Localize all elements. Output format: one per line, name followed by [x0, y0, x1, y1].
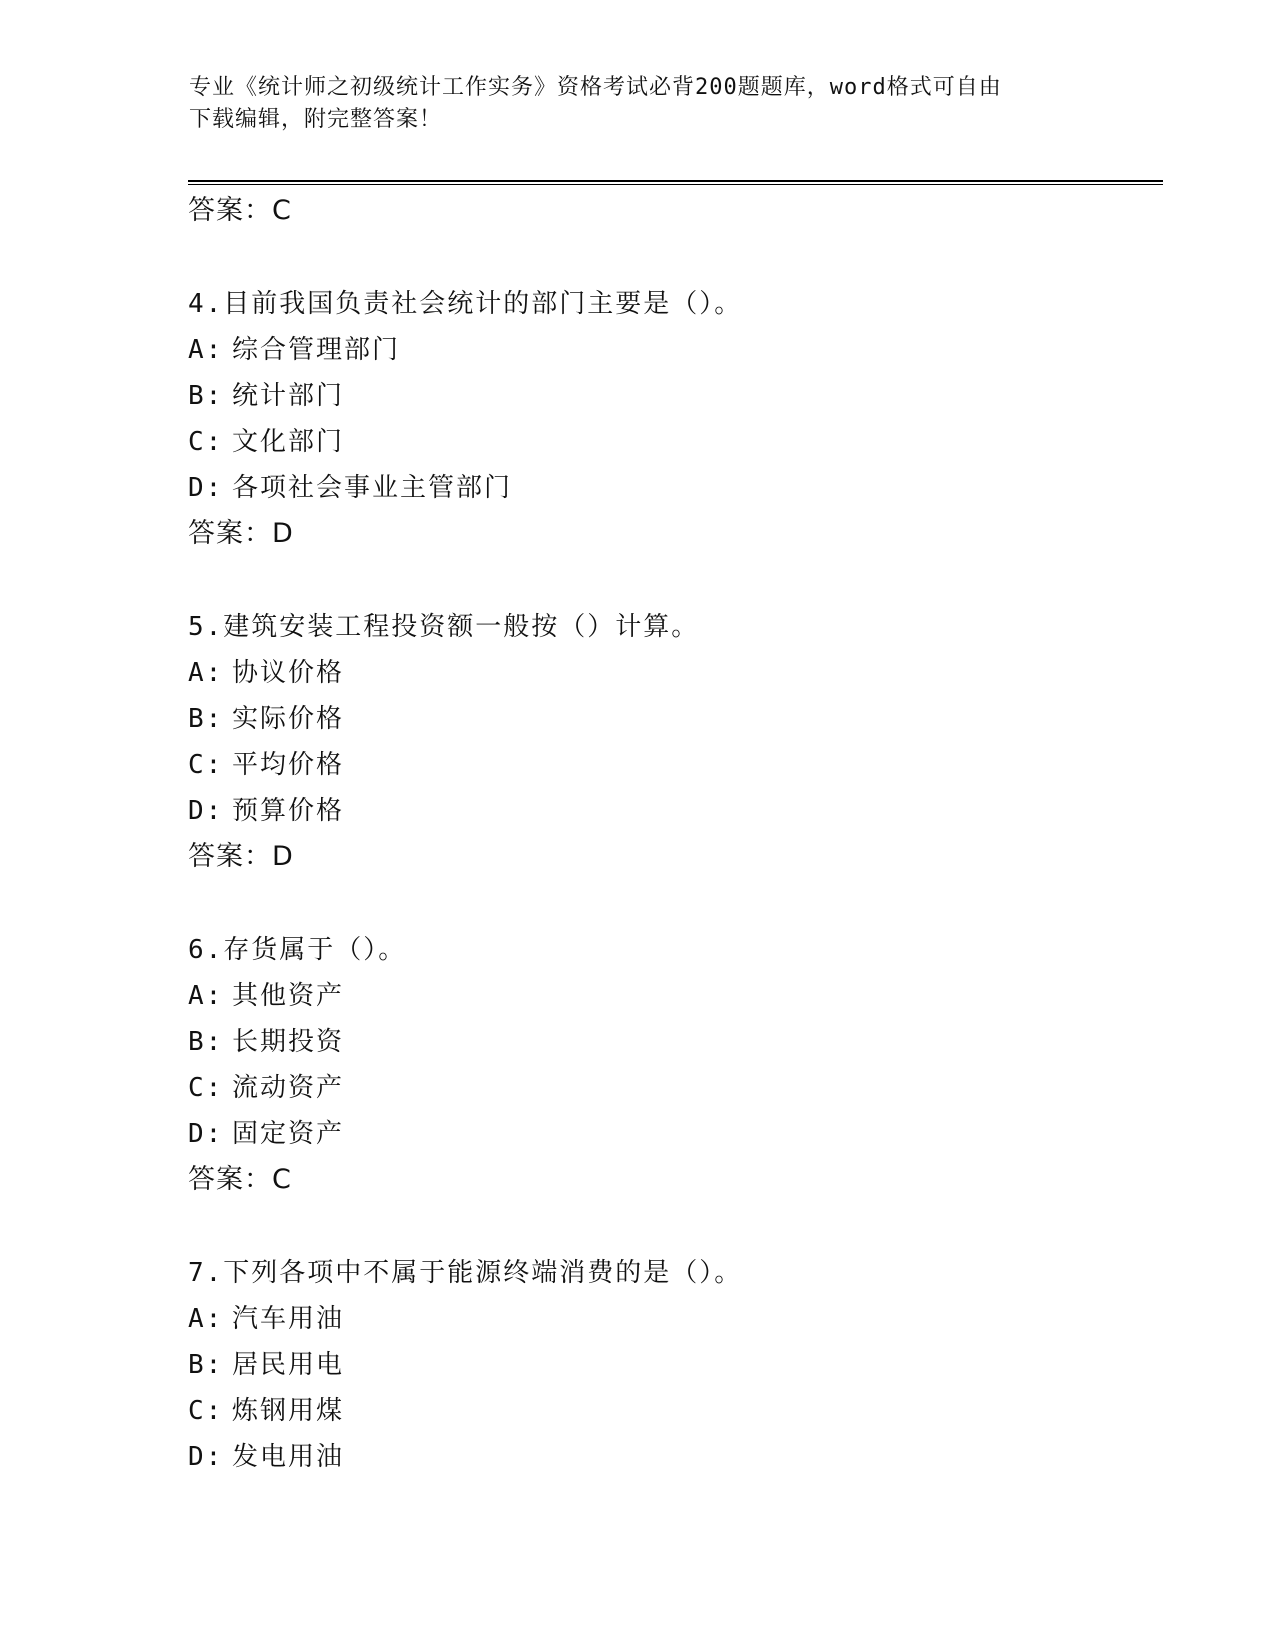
- answer-line: 答案：C: [188, 195, 292, 226]
- option-c: [188, 742, 1148, 788]
- option-letter: A:: [188, 335, 224, 365]
- option-text: 预算价格: [232, 796, 345, 826]
- question-stem: 7.下列各项中不属于能源终端消费的是（）。: [188, 1258, 743, 1288]
- question-stem: 5.建筑安装工程投资额一般按（）计算。: [188, 612, 700, 642]
- option-b: [188, 1019, 1148, 1065]
- option-letter: C:: [188, 1073, 224, 1103]
- option-letter: B:: [188, 381, 224, 411]
- question-block: [188, 927, 1148, 1203]
- option-b: [188, 696, 1148, 742]
- question-block: [188, 1250, 1148, 1480]
- header-line-1: 专业《统计师之初级统计工作实务》资格考试必背200题题库，word格式可自由: [189, 75, 1002, 100]
- option-b: [188, 1342, 1148, 1388]
- option-d: [188, 1111, 1148, 1157]
- option-letter: C:: [188, 750, 224, 780]
- question-block: [188, 604, 1148, 880]
- option-text: 汽车用油: [232, 1304, 345, 1334]
- option-c: [188, 1388, 1148, 1434]
- option-letter: A:: [188, 1304, 224, 1334]
- option-a: [188, 1296, 1148, 1342]
- header-divider: [188, 180, 1163, 185]
- option-text: 炼钢用煤: [232, 1396, 345, 1426]
- answer-line: 答案：D: [188, 841, 294, 872]
- option-text: 其他资产: [232, 981, 345, 1011]
- option-d: [188, 788, 1148, 834]
- option-text: 平均价格: [232, 750, 345, 780]
- option-letter: B:: [188, 1350, 224, 1380]
- option-d: [188, 465, 1148, 511]
- option-a: [188, 973, 1148, 1019]
- option-b: [188, 373, 1148, 419]
- option-a: [188, 327, 1148, 373]
- option-text: 各项社会事业主管部门: [232, 473, 513, 503]
- option-text: 固定资产: [232, 1119, 345, 1149]
- option-letter: B:: [188, 704, 224, 734]
- option-c: [188, 1065, 1148, 1111]
- option-text: 实际价格: [232, 704, 345, 734]
- question-stem: 4.目前我国负责社会统计的部门主要是（）。: [188, 289, 743, 319]
- answer-line: 答案：D: [188, 518, 294, 549]
- option-letter: D:: [188, 1442, 224, 1472]
- option-text: 统计部门: [232, 381, 345, 411]
- option-text: 综合管理部门: [232, 335, 401, 365]
- option-letter: C:: [188, 1396, 224, 1426]
- option-letter: D:: [188, 796, 224, 826]
- option-letter: D:: [188, 1119, 224, 1149]
- question-block: [188, 281, 1148, 557]
- option-letter: D:: [188, 473, 224, 503]
- option-text: 居民用电: [232, 1350, 345, 1380]
- question-list: [188, 188, 1148, 1480]
- option-text: 文化部门: [232, 427, 345, 457]
- answer-line: 答案：C: [188, 1164, 292, 1195]
- option-text: 流动资产: [232, 1073, 345, 1103]
- header-line-2: 下载编辑，附完整答案！: [189, 107, 443, 132]
- option-letter: C:: [188, 427, 224, 457]
- option-text: 发电用油: [232, 1442, 345, 1472]
- option-d: [188, 1434, 1148, 1480]
- document-header: [189, 72, 1069, 136]
- option-text: 长期投资: [232, 1027, 345, 1057]
- option-c: [188, 419, 1148, 465]
- option-text: 协议价格: [232, 658, 345, 688]
- option-letter: A:: [188, 981, 224, 1011]
- option-letter: A:: [188, 658, 224, 688]
- option-a: [188, 650, 1148, 696]
- question-stem: 6.存货属于（）。: [188, 935, 407, 965]
- option-letter: B:: [188, 1027, 224, 1057]
